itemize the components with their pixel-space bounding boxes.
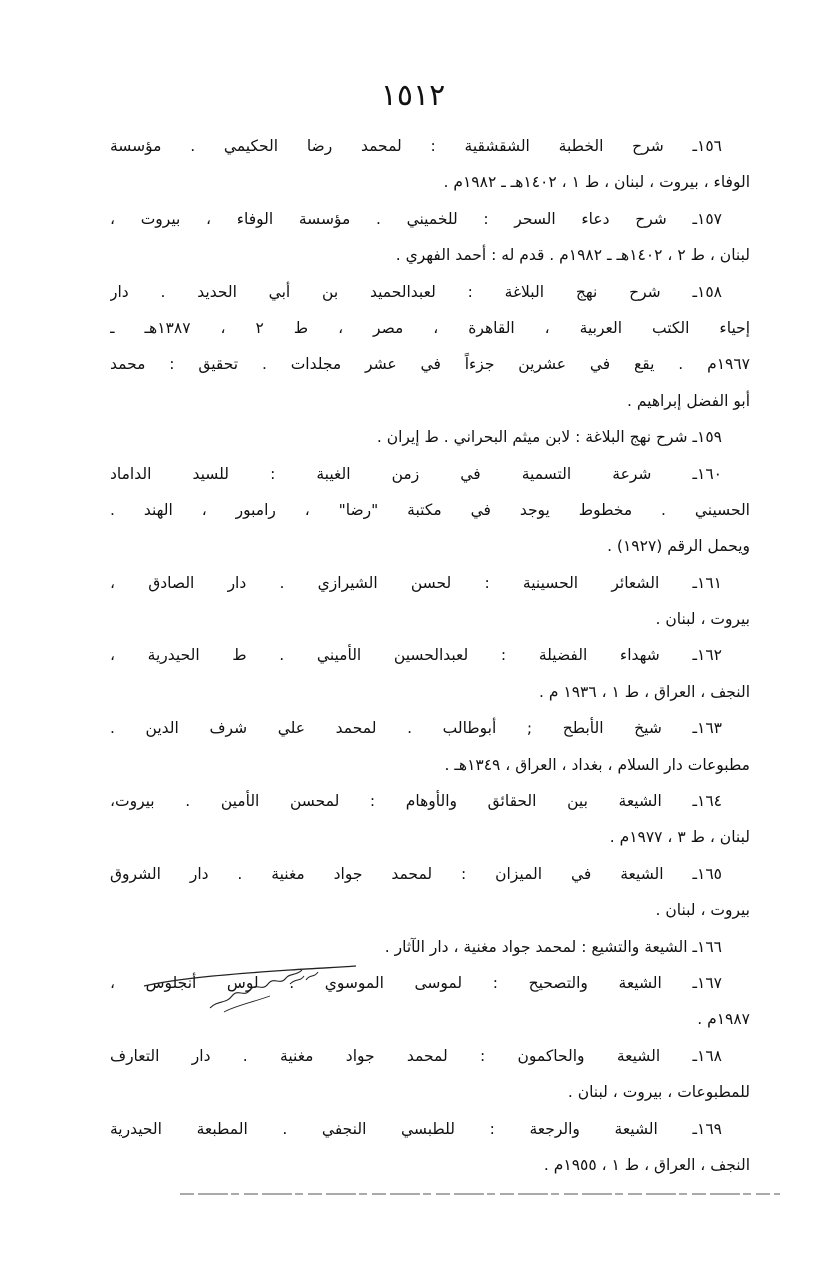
entry-line: الحسيني . مخطوط يوجد في مكتبة "رضا" ، رامبور ، الهند . xyxy=(110,500,750,519)
entry-line: النجف ، العراق ، ط ١ ، ١٩٥٥م . xyxy=(543,1155,750,1174)
bibliography-entry xyxy=(110,1111,750,1184)
bibliography-entry xyxy=(110,856,750,929)
entry-line: ١٦٣ـ شيخ الأبطح ; أبوطالب . لمحمد علي شرف الدين . xyxy=(110,719,722,738)
bibliography-list xyxy=(110,128,750,1183)
bibliography-entry xyxy=(110,1038,750,1111)
entry-line: مطبوعات دار السلام ، بغداد ، العراق ، ١٣٤٩هـ . xyxy=(444,755,750,774)
bibliography-entry xyxy=(110,128,750,201)
bibliography-entry xyxy=(110,456,750,565)
entry-line: ١٥٦ـ شرح الخطبة الشقشقية : لمحمد رضا الحكيمي . مؤسسة xyxy=(110,137,722,155)
entry-line: ويحمل الرقم (١٩٢٧) . xyxy=(607,537,750,556)
entry-line: ١٦٧ـ الشيعة والتصحيح : لموسى الموسوي . لوس أنجلوس ، xyxy=(110,973,722,992)
entry-line: ١٦١ـ الشعائر الحسينية : لحسن الشيرازي . دار الصادق ، xyxy=(110,573,722,592)
entry-line: ١٩٦٧م . يقع في عشرين جزءاً في عشر مجلدات . تحقيق : محمد xyxy=(110,355,750,374)
entry-line: ١٥٧ـ شرح دعاء السحر : للخميني . مؤسسة الوفاء ، بيروت ، xyxy=(110,209,722,228)
entry-line: ١٦٩ـ الشيعة والرجعة : للطبسي النجفي . المطبعة الحيدرية xyxy=(110,1119,722,1138)
entry-line: النجف ، العراق ، ط ١ ، ١٩٣٦ م . xyxy=(538,682,750,701)
entry-line: إحياء الكتب العربية ، القاهرة ، مصر ، ط ٢ ، ١٣٨٧هـ ـ xyxy=(110,318,750,337)
entry-line: لبنان ، ط ٣ ، ١٩٧٧م . xyxy=(609,828,750,847)
entry-line: ١٦٢ـ شهداء الفضيلة : لعبدالحسين الأميني . ط الحيدرية ، xyxy=(110,646,722,665)
footer-rule xyxy=(180,1192,780,1196)
entry-line: ١٥٨ـ شرح نهج البلاغة : لعبدالحميد بن أبي الحديد . دار xyxy=(110,282,722,301)
entry-line: لبنان ، ط ٢ ، ١٤٠٢هـ ـ ١٩٨٢م . قدم له : أحمد الفهري . xyxy=(395,246,750,265)
bibliography-entry xyxy=(110,274,750,420)
bibliography-entry xyxy=(110,565,750,638)
bibliography-entry xyxy=(110,419,750,455)
entry-line: ١٩٨٧م . xyxy=(697,1010,750,1029)
entry-line: الوفاء ، بيروت ، لبنان ، ط ١ ، ١٤٠٢هـ ـ ١٩٨٢م . xyxy=(443,173,750,192)
page-number: ١٥١٢ xyxy=(380,78,446,113)
bibliography-entry xyxy=(110,637,750,710)
entry-line: للمطبوعات ، بيروت ، لبنان . xyxy=(567,1083,750,1102)
entry-line: ١٥٩ـ شرح نهج البلاغة : لابن ميثم البحراني . ط إيران . xyxy=(376,428,722,447)
entry-line: ١٦٥ـ الشيعة في الميزان : لمحمد جواد مغنية . دار الشروق xyxy=(110,864,722,883)
entry-line: ١٦٠ـ شرعة التسمية في زمن الغيبة : للسيد الداماد xyxy=(110,464,722,483)
entry-line: بيروت ، لبنان . xyxy=(655,610,750,629)
entry-line: ١٦٤ـ الشيعة بين الحقائق والأوهام : لمحسن الأمين . بيروت، xyxy=(110,792,722,811)
bibliography-entry xyxy=(110,201,750,274)
entry-line: ١٦٦ـ الشيعة والتشيع : لمحمد جواد مغنية ، دار الآثار . xyxy=(384,937,722,956)
bibliography-entry xyxy=(110,783,750,856)
entry-line: ١٦٨ـ الشيعة والحاكمون : لمحمد جواد مغنية . دار التعارف xyxy=(110,1046,722,1065)
handwritten-signature xyxy=(140,948,360,1018)
entry-line: أبو الفضل إبراهيم . xyxy=(626,391,750,410)
bibliography-entry xyxy=(110,710,750,783)
entry-line: بيروت ، لبنان . xyxy=(655,901,750,920)
